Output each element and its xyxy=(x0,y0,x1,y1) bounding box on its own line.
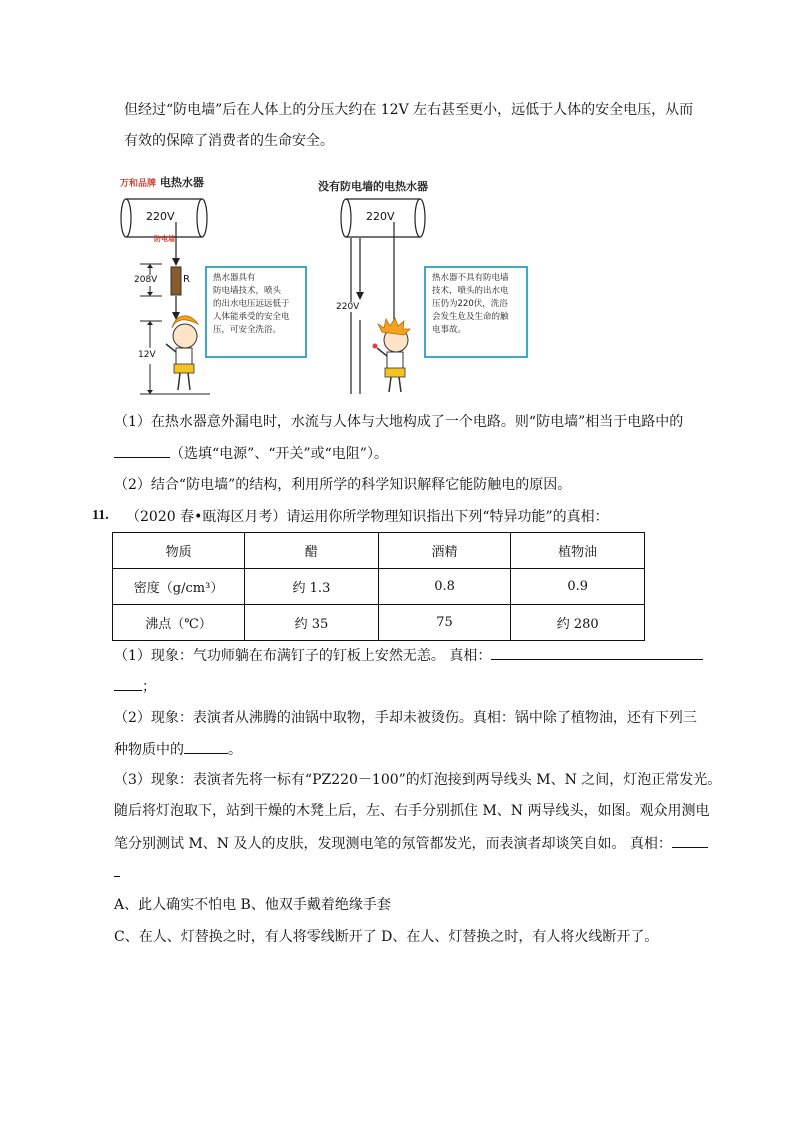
q10-part2: （2）结合“防电墙”的结构，利用所学的科学知识解释它能防触电的原因。 xyxy=(114,477,572,493)
q11-sub2-line2: 种物质中的 。 xyxy=(114,739,242,760)
brand-logo: 万和品牌 xyxy=(120,179,157,189)
table-cell: 75 xyxy=(378,605,511,641)
table-header-cell: 植物油 xyxy=(511,533,645,569)
voltage-12-label: 12V xyxy=(138,350,156,360)
answer-blank[interactable] xyxy=(491,645,703,660)
resistor-label: R xyxy=(183,274,190,285)
voltage-208-label: 208V xyxy=(134,275,158,285)
child-figure-left xyxy=(166,316,198,390)
table-cell: 0.8 xyxy=(378,569,511,605)
question-number: 11. xyxy=(92,508,109,523)
table-cell: 约 280 xyxy=(511,605,645,641)
q11-sub1-end: ； xyxy=(114,676,156,697)
q11-stem: （2020 春•瓯海区月考）请运用你所学物理知识指出下列“特异功能”的真相： xyxy=(126,509,609,525)
table-cell: 密度（g/cm³） xyxy=(113,569,245,605)
left-figure-title: 万和品牌 电热水器 xyxy=(120,176,204,189)
right-tank-voltage: 220V xyxy=(366,210,395,223)
q11-sub3-blank-continue xyxy=(114,862,120,883)
table-cell: 约 35 xyxy=(245,605,379,641)
table-header-cell: 醋 xyxy=(245,533,379,569)
water-heater-figure xyxy=(110,168,530,400)
table-row xyxy=(113,605,645,641)
answer-blank[interactable] xyxy=(114,676,142,691)
table-row xyxy=(113,569,645,605)
q11-sub3-line2: 随后将灯泡取下，站到干燥的木凳上后，左、右手分别抓住 M、N 两导线头，如图。观众用测电 xyxy=(114,803,710,819)
q11-sub3-line3: 笔分别测试 M、N 及人的皮肤，发现测电笔的氖管都发光，而表演者却谈笑自如。 真相： xyxy=(114,833,708,854)
right-info-box: 热水器不具有防电墙 技术，喷头的出水电 压仍为220伏，洗浴 会发生危及生命的触 电事故。 xyxy=(424,266,528,358)
table-cell: 沸点（℃） xyxy=(113,605,245,641)
table-header-cell: 酒精 xyxy=(378,533,511,569)
intro-line-1: 但经过“防电墙”后在人体上的分压大约在 12V 左右甚至更小，远低于人体的安全电压，从而 xyxy=(124,102,694,118)
q10-part1: （1）在热水器意外漏电时，水流与人体与大地构成了一个电路。则“防电墙”相当于电路中的 xyxy=(114,414,684,430)
table-header-cell: 物质 xyxy=(113,533,245,569)
table-header-row xyxy=(113,533,645,569)
left-tank-voltage: 220V xyxy=(146,210,175,223)
answer-blank[interactable] xyxy=(114,862,120,877)
q11-sub2-line1: （2）现象：表演者从沸腾的油锅中取物，手却未被烫伤。真相：锅中除了植物油，还有下列三 xyxy=(114,710,697,726)
answer-blank[interactable] xyxy=(114,443,170,458)
child-figure-right xyxy=(373,318,411,392)
left-info-box: 热水器具有 防电墙技术，喷头 的出水电压远远低于 人体能承受的安全电 压，可安全洗浴。 xyxy=(205,266,307,358)
answer-blank[interactable] xyxy=(184,739,228,754)
properties-table xyxy=(112,532,645,641)
intro-line-2: 有效的保障了消费者的生命安全。 xyxy=(124,133,334,149)
answer-blank[interactable] xyxy=(672,833,708,848)
q11-sub3-line1: （3）现象：表演者先将一标有“PZ220－100”的灯泡接到两导线头 M、N 之间，灯泡正常发光。 xyxy=(114,772,722,788)
q11-sub1: （1）现象：气功师躺在布满钉子的钉板上安然无恙。 真相： xyxy=(114,645,703,666)
voltage-220-side-label: 220V xyxy=(336,302,360,312)
small-brand-label: 防电墙 xyxy=(154,235,175,243)
q11-options-ab: A、此人确实不怕电 B、他双手戴着绝缘手套 xyxy=(114,897,391,913)
right-figure-title: 没有防电墙的电热水器 xyxy=(318,180,428,193)
q11-options-cd: C、在人、灯替换之时，有人将零线断开了 D、在人、灯替换之时，有人将火线断开了。 xyxy=(114,929,659,945)
q10-part1-line2: （选填“电源”、“开关”或“电阻”）。 xyxy=(114,443,388,464)
table-cell: 0.9 xyxy=(511,569,645,605)
table-cell: 约 1.3 xyxy=(245,569,379,605)
